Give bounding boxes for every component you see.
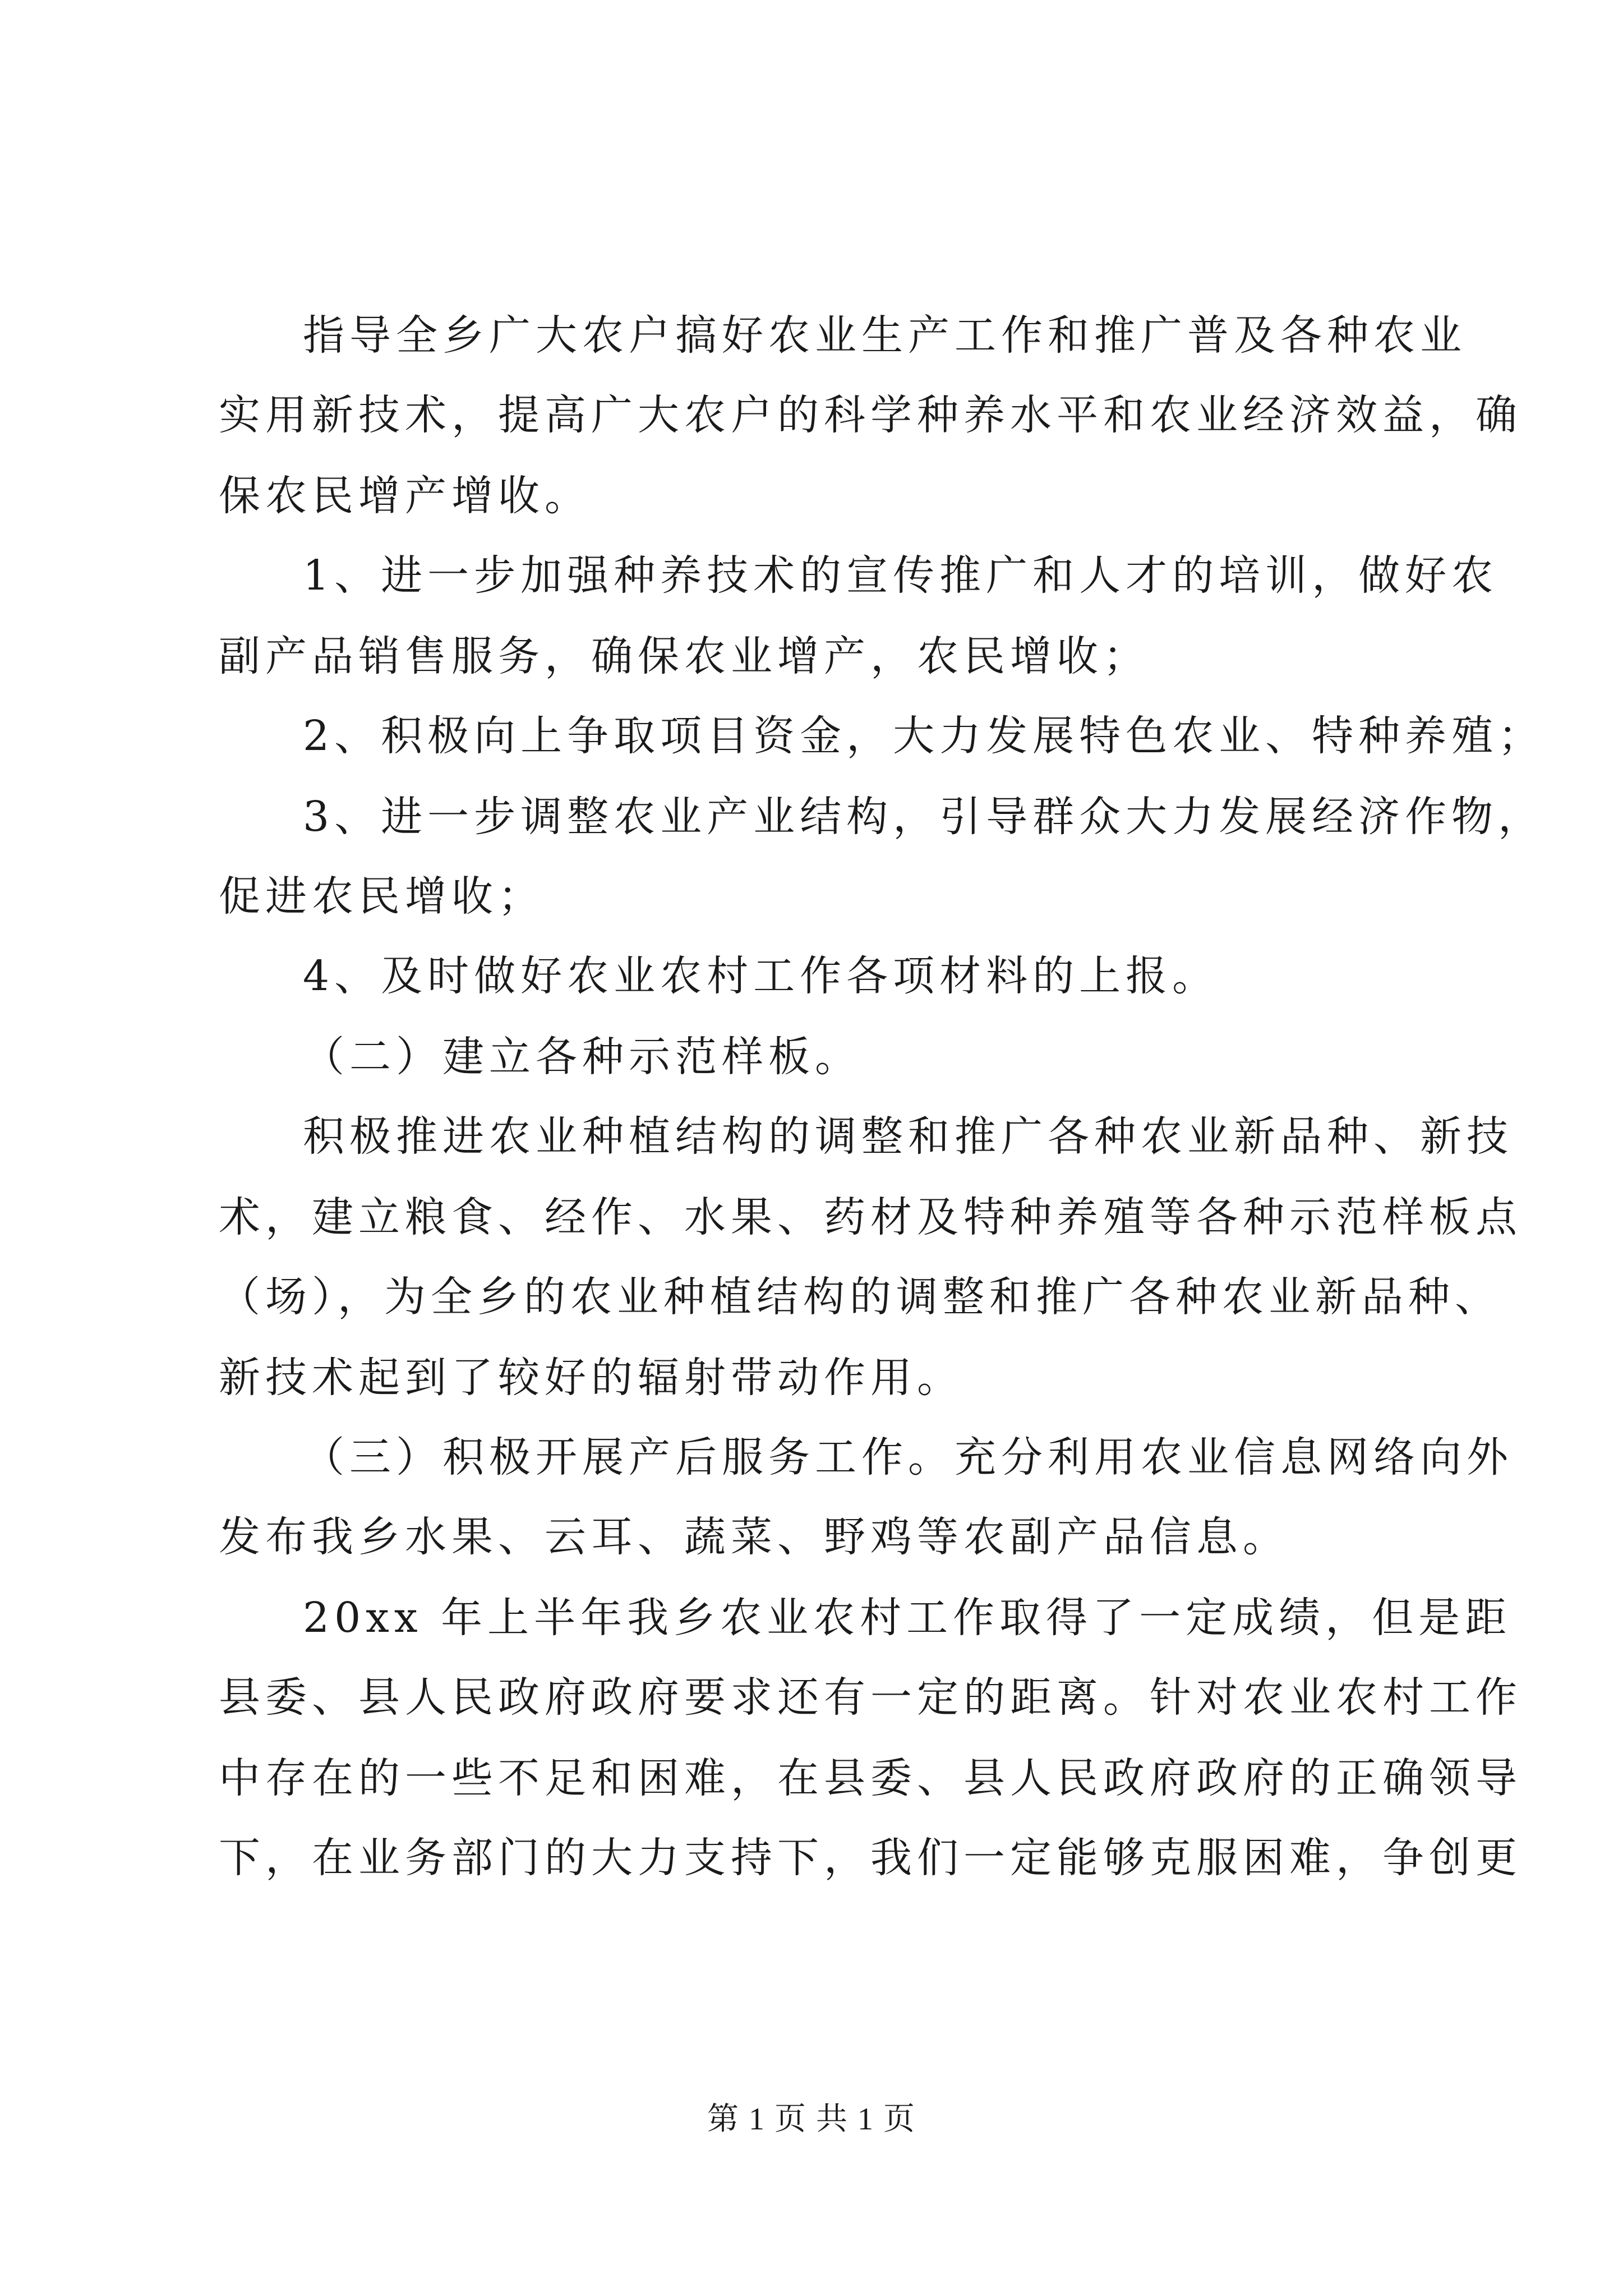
text-line: 1、进一步加强种养技术的宣传推广和人才的培训，做好农	[303, 551, 1498, 600]
text-line: 中存在的一些不足和困难，在县委、县人民政府政府的正确领导	[219, 1754, 1522, 1802]
section-heading: （二）建立各种示范样板。	[303, 1033, 861, 1081]
text-line: 4、及时做好农业农村工作各项材料的上报。	[303, 952, 1219, 1000]
text-line: 2、积极向上争取项目资金，大力发展特色农业、特种养殖；	[303, 712, 1545, 760]
text-line: 实用新技术，提高广大农户的科学种养水平和农业经济效益，确	[219, 391, 1522, 439]
text-line: 20xx 年上半年我乡农业农村工作取得了一定成绩，但是距	[303, 1594, 1512, 1642]
text-line: 积极推进农业种植结构的调整和推广各种农业新品种、新技	[303, 1112, 1513, 1161]
text-line: 术，建立粮食、经作、水果、药材及特种养殖等各种示范样板点	[219, 1193, 1522, 1241]
text-line: （三）积极开展产后服务工作。充分利用农业信息网络向外	[303, 1433, 1513, 1481]
page-footer: 第 1 页 共 1 页	[707, 2102, 916, 2137]
text-line: 3、进一步调整农业产业结构，引导群众大力发展经济作物，	[303, 793, 1545, 841]
text-line: 指导全乡广大农户搞好农业生产工作和推广普及各种农业	[303, 311, 1467, 360]
text-line: 保农民增产增收。	[219, 472, 591, 520]
text-line: 副产品销售服务，确保农业增产，农民增收；	[219, 632, 1150, 680]
text-line: 县委、县人民政府政府要求还有一定的距离。针对农业农村工作	[219, 1673, 1522, 1722]
text-line: 下，在业务部门的大力支持下，我们一定能够克服困难，争创更	[219, 1834, 1522, 1882]
text-line: 发布我乡水果、云耳、蔬菜、野鸡等农副产品信息。	[219, 1513, 1289, 1561]
text-line: （场），为全乡的农业种植结构的调整和推广各种农业新品种、	[219, 1273, 1501, 1321]
text-line: 新技术起到了较好的辐射带动作用。	[219, 1354, 963, 1402]
text-line: 促进农民增收；	[219, 872, 545, 921]
